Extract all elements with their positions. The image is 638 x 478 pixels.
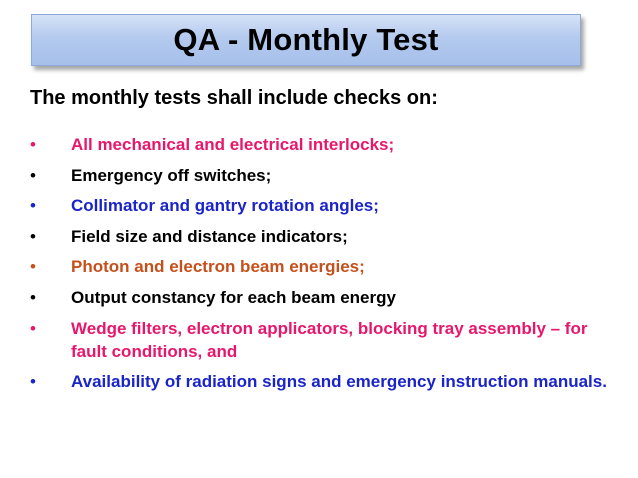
bullet-dot: •	[30, 135, 36, 154]
slide-title: QA - Monthly Test	[173, 22, 439, 57]
bullet-item	[30, 225, 608, 248]
bullet-text: Output constancy for each beam energy	[71, 287, 396, 307]
bullet-dot: •	[30, 196, 36, 216]
bullet-item	[30, 286, 608, 309]
bullet-dot: •	[30, 226, 36, 246]
title-box	[31, 14, 581, 66]
bullet-text: All mechanical and electrical interlocks;	[71, 135, 395, 154]
intro-text: The monthly tests shall include checks on:	[30, 87, 438, 109]
bullet-dot: •	[30, 257, 36, 277]
bullet-dot: •	[30, 165, 36, 185]
bullet-item	[30, 164, 608, 187]
bullet-item	[30, 194, 608, 217]
bullet-item	[30, 133, 608, 156]
bullet-dot: •	[30, 287, 36, 307]
bullet-item	[30, 317, 608, 363]
bullet-text: Emergency off switches;	[71, 165, 272, 185]
bullet-text: Photon and electron beam energies;	[71, 257, 365, 277]
bullet-dot: •	[30, 372, 36, 392]
bullet-text: Availability of radiation signs and emergency instruction manuals.	[71, 372, 607, 392]
bullet-dot: •	[30, 318, 36, 338]
bullet-text: Field size and distance indicators;	[71, 226, 348, 246]
bullet-list	[30, 133, 608, 401]
bullet-item	[30, 370, 608, 393]
bullet-item	[30, 255, 608, 278]
bullet-text: Wedge filters, electron applicators, blocking tray assembly – for fault conditions, and	[71, 318, 588, 361]
bullet-text: Collimator and gantry rotation angles;	[71, 196, 379, 216]
